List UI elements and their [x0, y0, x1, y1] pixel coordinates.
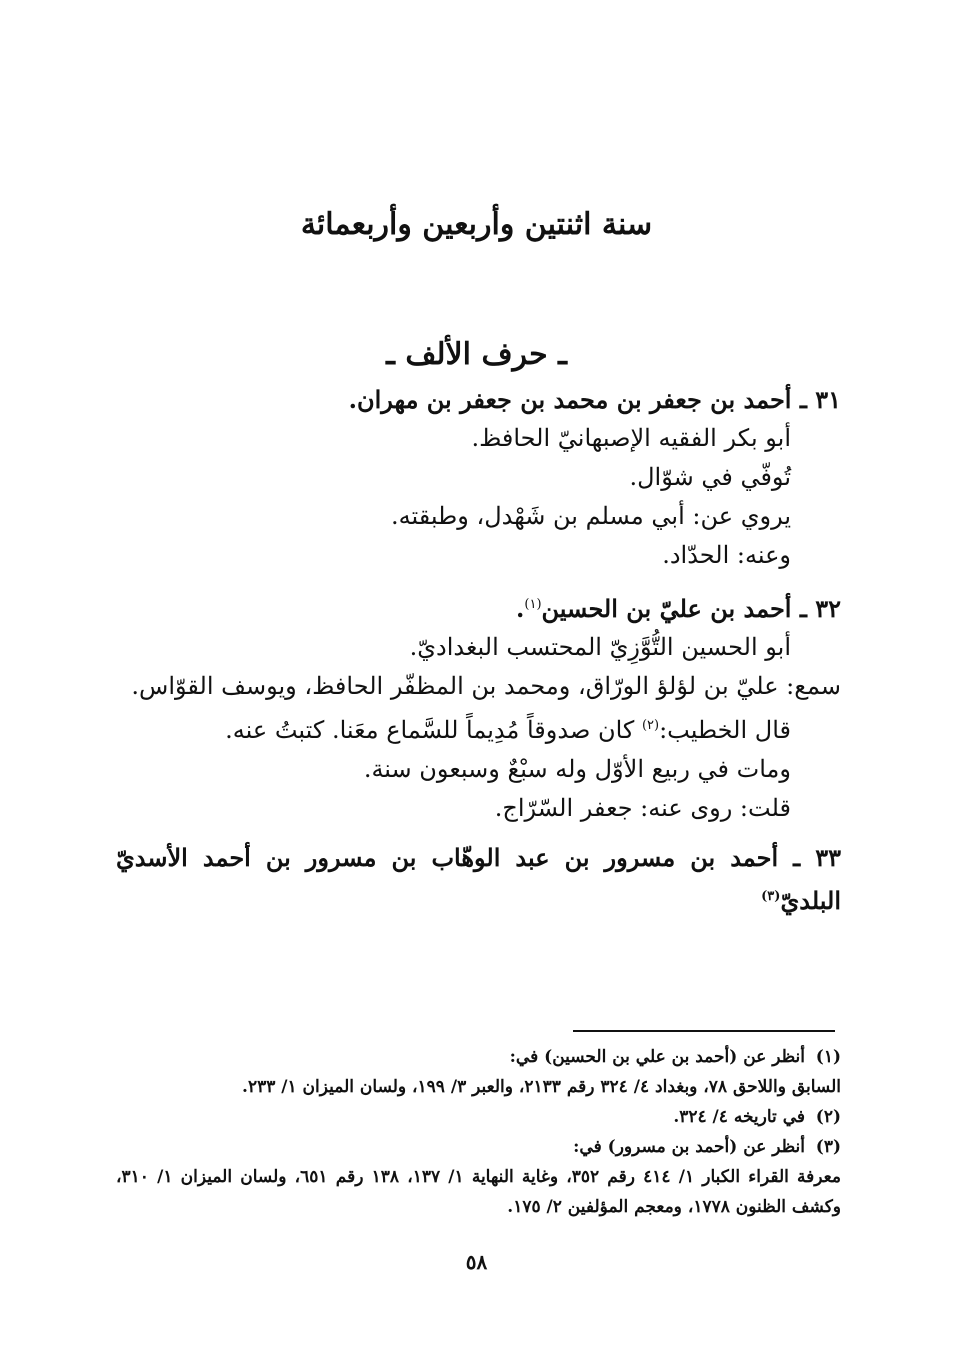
footnote-text: معرفة القراء الكبار ١/ ٤١٤ رقم ٣٥٢، وغاية النهاية ١/ ١٣٧، ١٣٨ رقم ٦٥١، ولسان الميزان ١/ ٣١٠، وكشف الظنون ١٧٧٨، ومعجم المؤلفين ٢/ ١٧٥. [116, 1167, 841, 1217]
footnote-text: أنظر عن (أحمد بن علي بن الحسين) في: [509, 1047, 805, 1067]
footnote [116, 1102, 841, 1132]
footnote-text: أنظر عن (أحمد بن مسرور) في: [573, 1137, 805, 1157]
footnote-number: (٢) [815, 1107, 841, 1127]
footnote [116, 1072, 841, 1102]
entry-line: تُوفّي في شوّال. [629, 463, 791, 491]
section-heading: ـ حرف الألف ـ [386, 337, 567, 372]
entry-title [116, 585, 841, 628]
biography-entry-32 [116, 585, 841, 828]
quote-text: كان صدوقاً مُدِيماً للسَّماع معَنا. كتبتُ عنه. [225, 716, 635, 744]
footnote-number: (٣) [815, 1137, 841, 1157]
biography-entry-31 [116, 380, 841, 575]
entry-title-end: . [516, 594, 525, 623]
footnote-text: في تاريخه ٤/ ٣٢٤. [673, 1107, 805, 1127]
footnote-ref: (٣) [761, 889, 781, 904]
main-text [116, 380, 841, 930]
footnote-text: السابق واللاحق ٧٨، وبغداد ٤/ ٣٢٤ رقم ٢١٣٣، والعبر ٣/ ١٩٩، ولسان الميزان ١/ ٢٣٣. [242, 1077, 841, 1097]
entry-title: ٣١ ـ أحمد بن جعفر بن محمد بن جعفر بن مهران. [348, 385, 841, 414]
footnote-ref: (٢) [641, 718, 660, 733]
footnote [116, 1042, 841, 1072]
footnote [116, 1132, 841, 1162]
biography-entry-33 [116, 838, 841, 920]
entry-line: سمع: عليّ بن لؤلؤ الورّاق، ومحمد بن المظفّر الحافظ، ويوسف القوّاس. [131, 672, 841, 700]
page-number: ٥٨ [465, 1250, 488, 1274]
year-title: سنة اثنتين وأربعين وأربعمائة [300, 207, 653, 242]
entry-line: قلت: روى عنه: جعفر السّرّاج. [494, 794, 791, 822]
entry-line: أبو الحسين التُّوَّزِيّ المحتسب البغداديّ. [409, 633, 791, 661]
entry-title-text: ٣٣ ـ أحمد بن مسرور بن عبد الوهّاب بن مسرور بن أحمد الأسديّ البلديّ [116, 843, 841, 915]
entry-line: وعنه: الحدّاد. [662, 541, 791, 569]
footnote [116, 1162, 841, 1222]
footnote-number: (١) [815, 1047, 841, 1067]
entry-line: ومات في ربيع الأوّل وله سبْعٌ وسبعون سنة. [363, 755, 791, 783]
entry-line [116, 706, 841, 750]
footnotes [116, 1042, 841, 1222]
entry-title [116, 838, 841, 920]
entry-line: يروي عن: أبي مسلم بن شَهْدل، وطبقته. [391, 502, 791, 530]
entry-title-text: ٣٢ ـ أحمد بن عليّ بن الحسين [541, 594, 841, 623]
footnote-separator [573, 1030, 835, 1032]
entry-line: أبو بكر الفقيه الإصبهانيّ الحافظ. [471, 424, 791, 452]
footnote-ref: (١) [524, 597, 542, 612]
quote-intro: قال الخطيب: [659, 716, 791, 744]
